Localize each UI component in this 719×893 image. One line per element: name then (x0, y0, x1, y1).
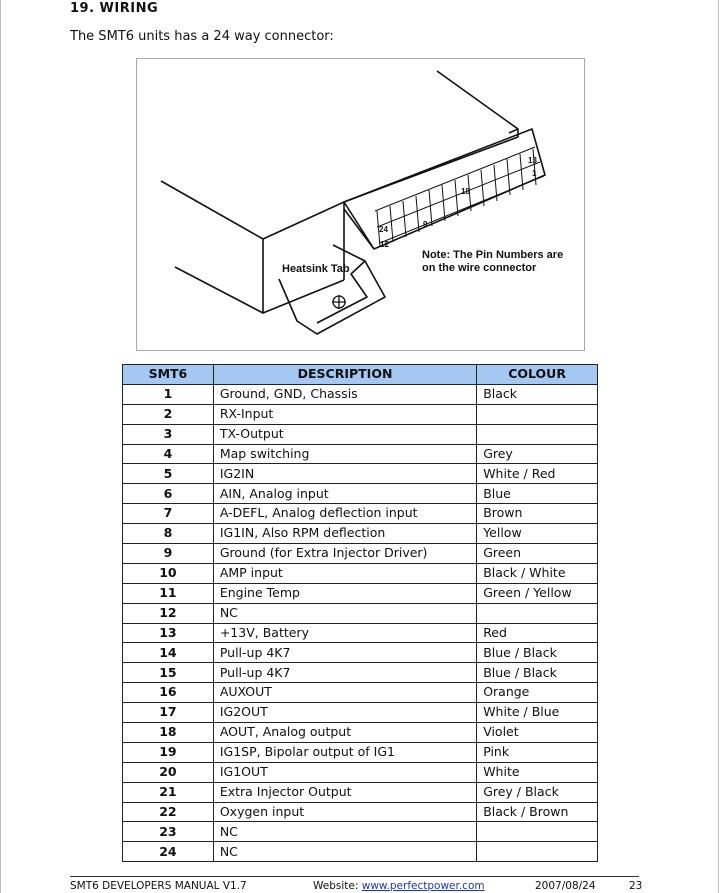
description-cell: Oxygen input (213, 802, 476, 822)
description-cell: NC (213, 822, 476, 842)
colour-cell (477, 603, 598, 623)
pin-label-13: 13 (528, 156, 537, 165)
description-cell: AIN, Analog input (213, 484, 476, 504)
table-row (123, 663, 598, 683)
pin-cell: 24 (123, 842, 214, 862)
colour-cell: Brown (477, 504, 598, 524)
pin-label-1: 1 (532, 169, 537, 178)
colour-cell: Pink (477, 742, 598, 762)
table-row (123, 404, 598, 424)
description-cell: Map switching (213, 444, 476, 464)
footer-website-link[interactable]: www.perfectpower.com (361, 880, 485, 892)
description-cell: Extra Injector Output (213, 782, 476, 802)
description-cell: RX-Input (213, 404, 476, 424)
header-colour: COLOUR (477, 365, 598, 385)
pin-cell: 2 (123, 404, 214, 424)
colour-cell: Green / Yellow (477, 583, 598, 603)
page-number: 23 (629, 880, 643, 892)
table-row (123, 524, 598, 544)
description-cell: Pull-up 4K7 (213, 663, 476, 683)
pin-cell: 19 (123, 742, 214, 762)
description-cell: Ground (for Extra Injector Driver) (213, 544, 476, 564)
table-row (123, 723, 598, 743)
pin-cell: 9 (123, 544, 214, 564)
pin-cell: 1 (123, 384, 214, 404)
pin-cell: 4 (123, 444, 214, 464)
table-row (123, 484, 598, 504)
colour-cell: Grey (477, 444, 598, 464)
pin-cell: 16 (123, 683, 214, 703)
table-row (123, 464, 598, 484)
description-cell: Pull-up 4K7 (213, 643, 476, 663)
description-cell: +13V, Battery (213, 623, 476, 643)
table-row (123, 742, 598, 762)
header-description: DESCRIPTION (213, 365, 476, 385)
description-cell: NC (213, 603, 476, 623)
footer-website (313, 880, 485, 892)
table-row (123, 583, 598, 603)
pin-cell: 7 (123, 504, 214, 524)
wiring-table (122, 364, 598, 862)
colour-cell: White (477, 762, 598, 782)
pin-cell: 11 (123, 583, 214, 603)
pin-label-9: 9 (423, 220, 428, 229)
pin-cell: 12 (123, 603, 214, 623)
description-cell: Engine Temp (213, 583, 476, 603)
wiring-table-body (123, 384, 598, 861)
colour-cell: Orange (477, 683, 598, 703)
table-row (123, 384, 598, 404)
footer-date: 2007/08/24 (535, 880, 596, 892)
description-cell: IG1SP, Bipolar output of IG1 (213, 742, 476, 762)
pin-cell: 14 (123, 643, 214, 663)
pin-label-12: 12 (380, 240, 389, 249)
description-cell: TX-Output (213, 424, 476, 444)
table-row (123, 703, 598, 723)
pin-cell: 3 (123, 424, 214, 444)
pin-note-line1: Note: The Pin Numbers are (422, 249, 564, 261)
table-row (123, 762, 598, 782)
description-cell: IG2IN (213, 464, 476, 484)
table-row (123, 504, 598, 524)
colour-cell: Green (477, 544, 598, 564)
colour-cell: Black / White (477, 563, 598, 583)
colour-cell (477, 822, 598, 842)
colour-cell: Black (477, 384, 598, 404)
description-cell: IG1OUT (213, 762, 476, 782)
table-row (123, 444, 598, 464)
colour-cell: Black / Brown (477, 802, 598, 822)
description-cell: IG2OUT (213, 703, 476, 723)
pin-cell: 22 (123, 802, 214, 822)
colour-cell (477, 424, 598, 444)
description-cell: AUXOUT (213, 683, 476, 703)
pin-cell: 21 (123, 782, 214, 802)
footer-website-label: Website: (313, 880, 362, 892)
connector-figure (136, 58, 585, 351)
heatsink-tab-label: Heatsink Tab (282, 263, 350, 275)
pin-cell: 8 (123, 524, 214, 544)
description-cell: Ground, GND, Chassis (213, 384, 476, 404)
colour-cell: White / Blue (477, 703, 598, 723)
pin-cell: 5 (123, 464, 214, 484)
footer-divider (70, 876, 639, 877)
table-row (123, 563, 598, 583)
pin-cell: 17 (123, 703, 214, 723)
colour-cell: Red (477, 623, 598, 643)
pin-cell: 6 (123, 484, 214, 504)
table-row (123, 544, 598, 564)
table-row (123, 683, 598, 703)
table-row (123, 802, 598, 822)
colour-cell (477, 842, 598, 862)
pin-label-18: 18 (461, 187, 470, 196)
pin-cell: 20 (123, 762, 214, 782)
page-border-left (0, 0, 1, 893)
pin-cell: 13 (123, 623, 214, 643)
table-row (123, 822, 598, 842)
colour-cell: Blue / Black (477, 643, 598, 663)
pin-label-24: 24 (379, 225, 388, 234)
connector-drawing (137, 59, 584, 350)
header-smt6: SMT6 (123, 365, 214, 385)
colour-cell: Blue (477, 484, 598, 504)
colour-cell: Violet (477, 723, 598, 743)
pin-cell: 23 (123, 822, 214, 842)
colour-cell (477, 404, 598, 424)
section-title: 19. WIRING (70, 1, 159, 16)
pin-cell: 15 (123, 663, 214, 683)
description-cell: IG1IN, Also RPM deflection (213, 524, 476, 544)
description-cell: AOUT, Analog output (213, 723, 476, 743)
pin-cell: 18 (123, 723, 214, 743)
colour-cell: Yellow (477, 524, 598, 544)
table-row (123, 603, 598, 623)
table-row (123, 842, 598, 862)
footer-manual-title: SMT6 DEVELOPERS MANUAL V1.7 (70, 880, 247, 892)
table-row (123, 623, 598, 643)
table-row (123, 782, 598, 802)
pin-cell: 10 (123, 563, 214, 583)
description-cell: AMP input (213, 563, 476, 583)
description-cell: A-DEFL, Analog deflection input (213, 504, 476, 524)
colour-cell: Blue / Black (477, 663, 598, 683)
table-header-row (123, 365, 598, 385)
colour-cell: White / Red (477, 464, 598, 484)
intro-text: The SMT6 units has a 24 way connector: (70, 29, 334, 44)
table-row (123, 643, 598, 663)
description-cell: NC (213, 842, 476, 862)
colour-cell: Grey / Black (477, 782, 598, 802)
table-row (123, 424, 598, 444)
pin-note-line2: on the wire connector (422, 262, 537, 274)
